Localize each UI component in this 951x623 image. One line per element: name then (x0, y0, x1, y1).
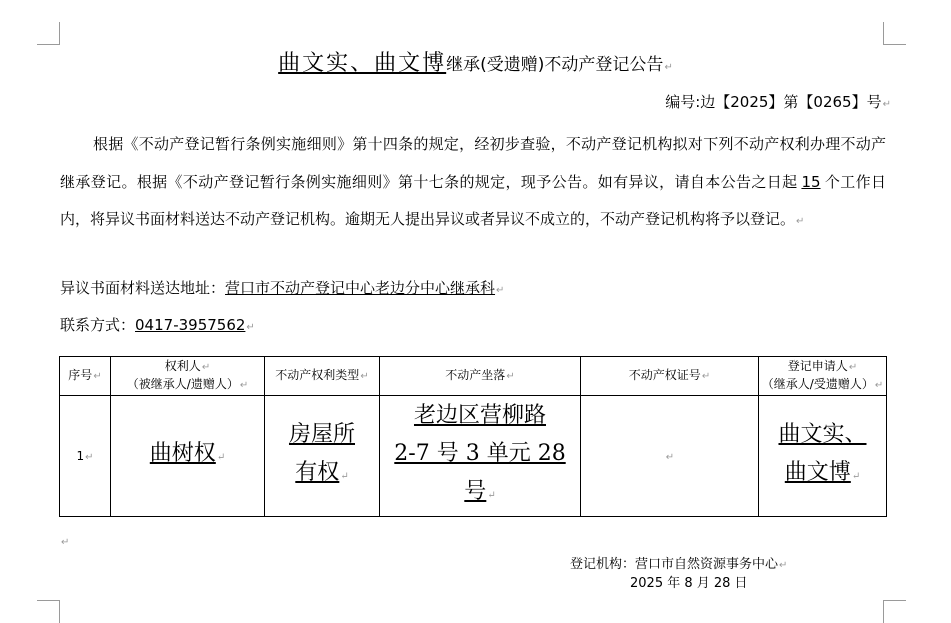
cell-holder: 曲树权↵ (111, 396, 265, 517)
cell-applicant: 曲文实、 曲文博↵ (759, 396, 887, 517)
page-corner-mark-top-right (883, 22, 906, 45)
registration-table (59, 356, 887, 517)
page-corner-mark-bottom-right (883, 600, 906, 623)
paragraph-mark: ↵ (796, 216, 805, 227)
registration-authority: 登记机构：营口市自然资源事务中心 (570, 557, 779, 572)
objection-address (60, 276, 504, 303)
paragraph-mark: ↵ (664, 62, 673, 73)
page-corner-mark-top-left (37, 22, 60, 45)
notice-title (0, 50, 951, 82)
empty-paragraph: ↵ (61, 537, 70, 548)
notice-date: 2025 年 8 月 28 日 (630, 576, 748, 591)
page-corner-mark-bottom-left (37, 600, 60, 623)
paragraph-mark: ↵ (882, 99, 891, 110)
header-cert-no: 不动产权证号↵ (581, 357, 759, 396)
body-prefix: 根据《不动产登记暂行条例实施细则》第十四条的规定，经初步查验，不动产登记机构拟对下列不动产权利办理不动产继承登记。根据《不动产登记暂行条例实施细则》第十七条的规定，现予公告。如有异议，请自本公告之日起 (60, 135, 886, 191)
header-location: 不动产坐落↵ (380, 357, 581, 396)
header-seq: 序号↵ (60, 357, 111, 396)
notice-footer: 登记机构：营口市自然资源事务中心↵ 2025 年 8 月 28 日 (570, 557, 788, 591)
document-number: 编号:边【2025】第【0265】号↵ (665, 93, 891, 111)
title-rest: 继承(受遗赠)不动产登记公告 (446, 55, 664, 75)
paragraph-mark: ↵ (246, 322, 255, 333)
header-right-type: 不动产权利类型↵ (265, 357, 380, 396)
cell-cert-no: ↵ (581, 396, 759, 517)
table-row (60, 396, 887, 517)
body-paragraph (60, 126, 886, 241)
table-header-row (60, 357, 887, 396)
header-applicant: 登记申请人↵ （继承人/受遗赠人）↵ (759, 357, 887, 396)
title-names: 曲文实、曲文博 (278, 51, 447, 76)
body-suffix: 个工作日内，将异议书面材料送达不动产登记机构。逾期无人提出异议或者异议不成立的，不动产登记机构将予以登记。 (60, 172, 886, 228)
contact-info (60, 313, 255, 340)
address-value: 营口市不动产登记中心老边分中心继承科 (225, 279, 496, 297)
cell-seq: 1↵ (60, 396, 111, 517)
contact-value: 0417-3957562 (135, 316, 246, 334)
paragraph-mark: ↵ (496, 285, 505, 296)
cell-right-type: 房屋所 有权↵ (265, 396, 380, 517)
address-label: 异议书面材料送达地址： (60, 279, 226, 297)
cell-location: 老边区营柳路 2-7 号 3 单元 28 号↵ (380, 396, 581, 517)
contact-label: 联系方式： (60, 316, 136, 334)
objection-days: 15 (801, 172, 821, 191)
notice-body (60, 126, 886, 241)
header-holder: 权利人↵ （被继承人/遗赠人）↵ (111, 357, 265, 396)
